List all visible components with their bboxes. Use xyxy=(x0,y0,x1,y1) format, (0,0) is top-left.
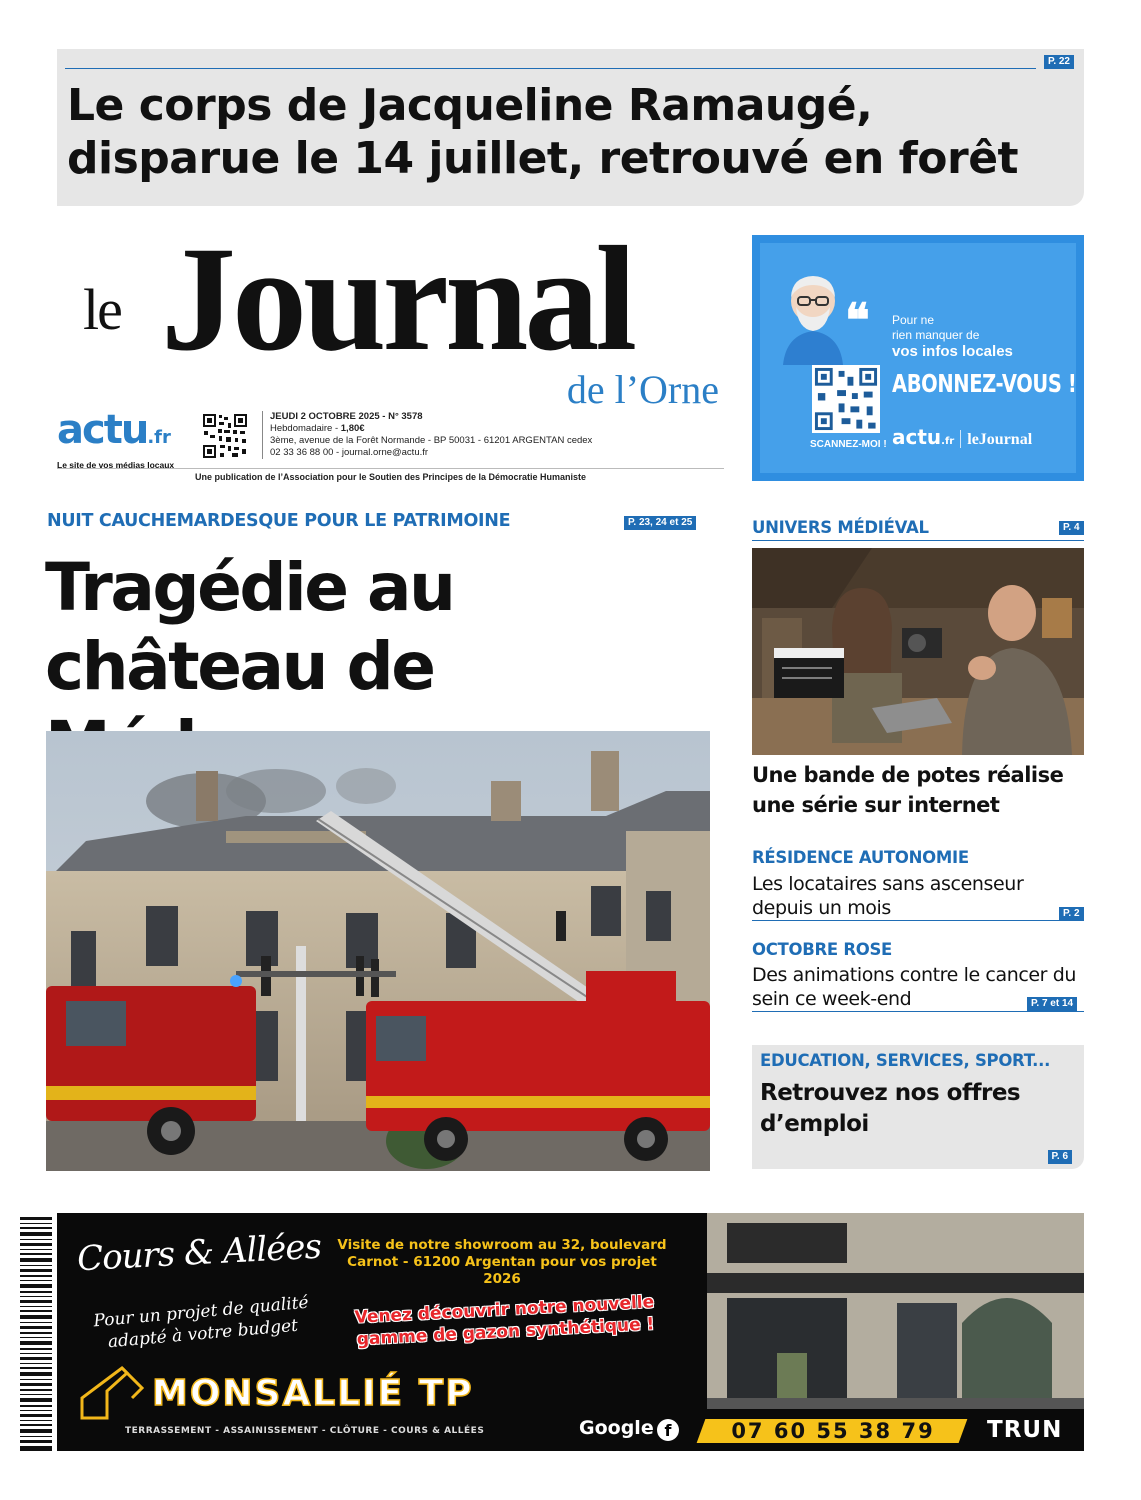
octobre-page-ref: P. 7 et 14 xyxy=(1027,997,1077,1011)
subscribe-journal: Journal xyxy=(978,431,1033,448)
actu-word: actu xyxy=(57,407,148,453)
subscribe-le: le xyxy=(967,431,979,448)
quote-mark-icon: ❝ xyxy=(845,293,870,347)
date-issue: JEUDI 2 OCTOBRE 2025 - N° 3578 xyxy=(270,411,423,422)
masthead xyxy=(57,216,724,490)
subscribe-actu-word: actu xyxy=(892,425,942,449)
main-story-title[interactable]: Tragédie au château de xyxy=(45,549,454,705)
price: 1,80€ xyxy=(340,423,365,434)
octobre-kicker: OCTOBRE ROSE xyxy=(752,940,893,959)
monsallie-ad[interactable] xyxy=(57,1213,1084,1451)
subscribe-cta[interactable]: ABONNEZ-VOUS ! xyxy=(892,369,1077,398)
subscribe-line-1 xyxy=(892,313,979,343)
subscribe-line-1b: rien manquer de xyxy=(892,328,980,342)
ad-phone-number[interactable]: 07 60 55 38 79 xyxy=(731,1419,935,1443)
frequency: Hebdomadaire - xyxy=(270,423,341,434)
residence-title[interactable]: Les locataires sans ascenseur depuis un mois xyxy=(752,873,1024,919)
excavator-icon xyxy=(77,1363,147,1423)
subscribe-ad-panel xyxy=(760,243,1076,473)
octobre-title[interactable]: Des animations contre le cancer du sein ce week-end xyxy=(752,964,1077,1010)
ad-town: TRUN xyxy=(987,1417,1063,1443)
ad-promo-text: Venez découvrir notre nouvelle gamme de gazon synthétique ! xyxy=(354,1292,655,1350)
masthead-journal: Journal xyxy=(161,216,634,382)
main-story-page-ref: P. 23, 24 et 25 xyxy=(624,516,696,530)
actu-fr: .fr xyxy=(147,427,171,448)
medieval-series-photo[interactable] xyxy=(752,548,1084,755)
jobs-page-ref: P. 6 xyxy=(1048,1150,1073,1164)
publisher-line: Une publication de l’Association pour le Soutien des Principes de la Démocratie Humaniste xyxy=(57,468,724,482)
actu-tagline: Le site de vos médias locaux xyxy=(57,460,175,470)
showroom-photo xyxy=(707,1213,1084,1409)
jobs-kicker: EDUCATION, SERVICES, SPORT... xyxy=(760,1051,1051,1070)
banner-rule xyxy=(65,68,1036,69)
chateau-fire-photo[interactable] xyxy=(46,731,710,1171)
subscribe-ad[interactable] xyxy=(752,235,1084,481)
subscribe-actu-fr: .fr xyxy=(941,436,955,447)
logo-separator xyxy=(960,430,961,448)
octobre-rule xyxy=(752,1011,1084,1012)
masthead-info xyxy=(262,411,592,459)
residence-kicker: RÉSIDENCE AUTONOMIE xyxy=(752,848,969,867)
masthead-de-lorne: de l’Orne xyxy=(566,367,719,412)
jobs-box[interactable] xyxy=(752,1045,1084,1169)
monsallie-brand[interactable]: MONSALLIÉ TP xyxy=(152,1373,474,1414)
ad-services: TERRASSEMENT - ASSAINISSEMENT - CLÔTURE - COURS & ALLÉES xyxy=(125,1426,485,1436)
scan-me-label: SCANNEZ-MOI ! xyxy=(810,439,887,450)
main-story-kicker: NUIT CAUCHEMARDESQUE POUR LE PATRIMOINE xyxy=(47,511,511,531)
barcode-icon xyxy=(20,1217,52,1451)
frequency-price xyxy=(270,423,592,435)
residence-rule xyxy=(752,920,1084,921)
subscribe-line-3: vos infos locales xyxy=(892,343,1013,360)
facebook-icon[interactable]: f xyxy=(657,1419,679,1441)
contact: 02 33 36 88 00 - journal.orne@actu.fr xyxy=(270,447,429,458)
masthead-le: le xyxy=(83,277,121,342)
subscribe-qr-code-icon[interactable] xyxy=(812,365,880,433)
top-story-page-ref: P. 22 xyxy=(1044,55,1074,69)
address: 3ème, avenue de la Forêt Normande - BP 50031 - 61201 ARGENTAN cedex xyxy=(270,435,593,446)
qr-code-icon[interactable] xyxy=(202,413,248,459)
subscribe-footer-logos xyxy=(892,425,1032,449)
medieval-title[interactable]: Une bande de potes réalise une série sur internet xyxy=(752,763,1064,817)
reader-illustration-icon xyxy=(778,265,848,365)
top-story-banner[interactable] xyxy=(57,49,1084,206)
subscribe-line-1a: Pour ne xyxy=(892,313,935,327)
residence-page-ref: P. 2 xyxy=(1059,907,1084,921)
cours-allees-logo[interactable]: Cours & Allées xyxy=(76,1226,322,1280)
top-story-headline[interactable]: Le corps de Jacqueline Ramaugé, disparue le 14 juillet, retrouvé en forêt xyxy=(67,80,1019,184)
ad-slogan: Pour un projet de qualité adapté à votre budget xyxy=(92,1292,310,1353)
medieval-page-ref: P. 4 xyxy=(1059,521,1084,535)
google-label[interactable]: Google xyxy=(579,1417,654,1439)
jobs-title[interactable]: Retrouvez nos offres d’emploi xyxy=(760,1080,1021,1137)
actu-logo[interactable] xyxy=(57,408,192,470)
medieval-rule xyxy=(752,540,1084,541)
medieval-kicker: UNIVERS MÉDIÉVAL xyxy=(752,518,929,537)
ad-showroom-text: Visite de notre showroom au 32, boulevard Carnot - 61200 Argentan pour vos projet 2026 xyxy=(337,1237,667,1287)
